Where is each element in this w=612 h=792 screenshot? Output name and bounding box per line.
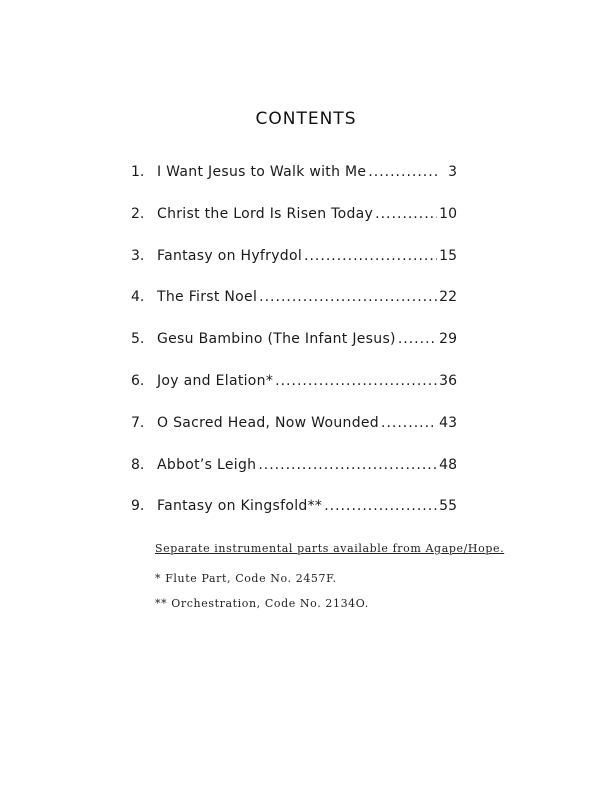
entry-title: Fantasy on Kingsfold** (157, 498, 323, 514)
entry-page: 55 (439, 498, 457, 514)
toc-entry (131, 289, 457, 311)
separate-parts-note: Separate instrumental parts available from Agape/Hope. (155, 542, 505, 555)
entry-page: 3 (448, 164, 457, 180)
entry-page: 48 (439, 457, 457, 473)
dot-leader (398, 331, 437, 347)
entry-page: 36 (439, 373, 457, 389)
dot-leader (304, 248, 437, 264)
entry-number: 7. (131, 415, 145, 431)
dot-leader (381, 415, 437, 431)
flute-part-note: * Flute Part, Code No. 2457F. (155, 572, 337, 585)
dot-leader (375, 206, 437, 222)
entry-page: 10 (439, 206, 457, 222)
dot-leader (275, 373, 437, 389)
entry-page: 43 (439, 415, 457, 431)
entry-page: 29 (439, 331, 457, 347)
entry-number: 8. (131, 457, 145, 473)
dot-leader (324, 498, 437, 514)
toc-entry (131, 498, 457, 520)
toc-entry (131, 206, 457, 228)
entry-title: Gesu Bambino (The Infant Jesus) (157, 331, 396, 347)
entry-title: I Want Jesus to Walk with Me (157, 164, 367, 180)
entry-title: Joy and Elation* (157, 373, 274, 389)
toc-entry (131, 457, 457, 479)
entry-number: 9. (131, 498, 145, 514)
page-title: CONTENTS (255, 109, 357, 129)
dot-leader (259, 289, 437, 305)
entry-number: 6. (131, 373, 145, 389)
entry-title: O Sacred Head, Now Wounded (157, 415, 379, 431)
dot-leader (368, 164, 437, 180)
entry-number: 5. (131, 331, 145, 347)
entry-page: 15 (439, 248, 457, 264)
entry-title: The First Noel (157, 289, 258, 305)
entry-title: Christ the Lord Is Risen Today (157, 206, 374, 222)
toc-entry (131, 248, 457, 270)
entry-number: 4. (131, 289, 145, 305)
entry-number: 2. (131, 206, 145, 222)
dot-leader (258, 457, 437, 473)
entry-number: 3. (131, 248, 145, 264)
entry-title: Fantasy on Hyfrydol (157, 248, 303, 264)
toc-entry (131, 331, 457, 353)
toc-entry (131, 415, 457, 437)
toc-entry (131, 373, 457, 395)
orchestration-note: ** Orchestration, Code No. 2134O. (155, 597, 369, 610)
entry-number: 1. (131, 164, 145, 180)
entry-title: Abbot’s Leigh (157, 457, 257, 473)
entry-page: 22 (439, 289, 457, 305)
toc-entry (131, 164, 457, 186)
